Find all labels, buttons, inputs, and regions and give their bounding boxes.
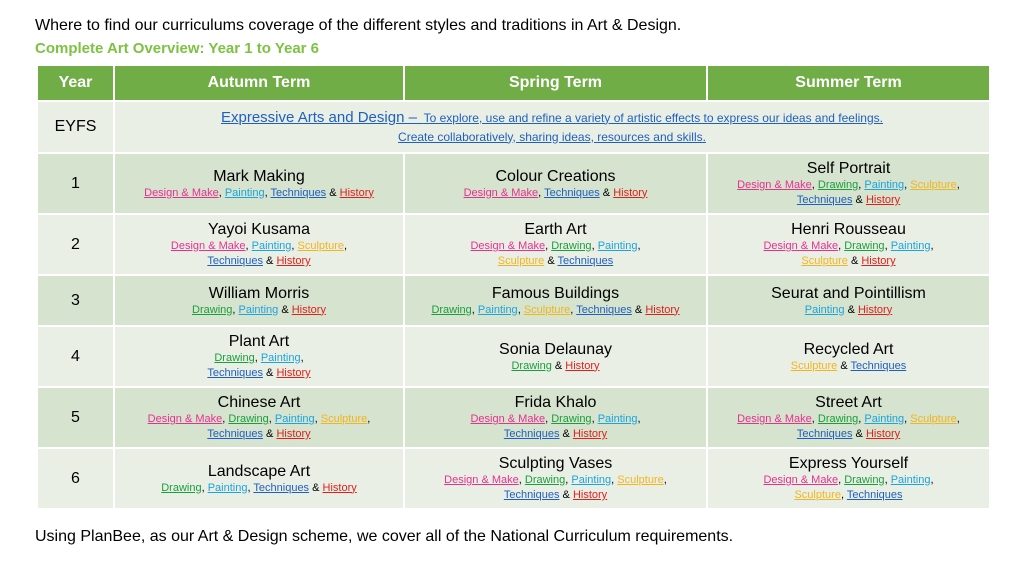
tag-painting[interactable]: Painting — [864, 413, 905, 425]
cell-spring: Earth Art Design & Make, Drawing, Painting, Sculpture & Techniques — [404, 214, 707, 275]
topic-title: Frida Khalo — [514, 394, 597, 411]
tag-history[interactable]: History — [565, 359, 600, 372]
cell-summer: Recycled Art Sculpture & Techniques — [707, 326, 990, 387]
topic-title: Colour Creations — [495, 167, 616, 185]
tag-techniques[interactable]: Techniques — [544, 186, 600, 199]
year-cell: 4 — [37, 326, 114, 387]
topic-title: Street Art — [815, 394, 882, 411]
tag-painting[interactable]: Painting — [274, 413, 315, 425]
year-cell: 2 — [37, 214, 114, 275]
cell-autumn: Mark Making Design & Make, Painting, Techniques & History — [114, 153, 404, 214]
row-year-5 — [37, 387, 990, 448]
cell-summer: Express Yourself Design & Make, Drawing, Painting, Sculpture, Techniques — [707, 448, 990, 509]
tag-sculpture[interactable]: Sculpture — [320, 413, 368, 425]
tag-sculpture[interactable]: Sculpture — [794, 489, 841, 501]
tag-sculpture[interactable]: Sculpture — [617, 474, 664, 486]
tag-drawing[interactable]: Drawing — [511, 359, 552, 372]
tag-drawing[interactable]: Drawing — [844, 474, 885, 486]
tag-sculpture[interactable]: Sculpture — [497, 255, 545, 267]
tag-history[interactable]: History — [861, 255, 896, 267]
tag-drawing[interactable]: Drawing — [551, 240, 592, 252]
tag-drawing[interactable]: Drawing — [228, 413, 269, 425]
footer-note: Using PlanBee, as our Art & Design scheme, we cover all of the National Curriculum requirements. — [35, 528, 734, 545]
tag-design-make[interactable]: Design & Make — [147, 413, 223, 425]
tag-drawing[interactable]: Drawing — [431, 303, 472, 316]
tag-painting[interactable]: Painting — [251, 240, 292, 252]
tag-history[interactable]: History — [645, 303, 680, 316]
tag-history[interactable]: History — [276, 428, 311, 440]
tag-drawing[interactable]: Drawing — [192, 303, 233, 316]
tag-techniques[interactable]: Techniques — [796, 428, 853, 440]
tag-sculpture[interactable]: Sculpture — [910, 179, 957, 191]
tag-techniques[interactable]: Techniques — [503, 489, 560, 501]
row-year-3 — [37, 275, 990, 326]
year-cell: 5 — [37, 387, 114, 448]
tag-drawing[interactable]: Drawing — [214, 352, 255, 364]
cell-summer: Seurat and Pointillism Painting & History — [707, 275, 990, 326]
tag-painting[interactable]: Painting — [890, 474, 931, 486]
tag-techniques[interactable]: Techniques — [207, 367, 263, 379]
tag-painting[interactable]: Painting — [238, 303, 279, 316]
tag-history[interactable]: History — [572, 428, 608, 440]
eyfs-desc-line1[interactable]: To explore, use and refine a variety of artistic effects to express our ideas and feelings. — [423, 110, 883, 125]
eyfs-cell — [114, 101, 990, 153]
cell-autumn: William Morris Drawing, Painting & History — [114, 275, 404, 326]
row-year-1 — [37, 153, 990, 214]
tag-techniques[interactable]: Techniques — [557, 255, 614, 267]
eyfs-title-link[interactable]: Expressive Arts and Design – — [221, 108, 417, 126]
tag-history[interactable]: History — [865, 194, 901, 206]
tag-drawing[interactable]: Drawing — [844, 240, 885, 252]
topic-title: Yayoi Kusama — [208, 221, 310, 238]
tag-painting[interactable]: Painting — [207, 481, 248, 494]
topic-title: Self Portrait — [806, 160, 891, 177]
tag-design-make[interactable]: Design & Make — [170, 240, 246, 252]
tag-painting[interactable]: Painting — [597, 240, 638, 252]
tag-design-make[interactable]: Design & Make — [763, 240, 839, 252]
tag-techniques[interactable]: Techniques — [850, 359, 907, 372]
tag-painting[interactable]: Painting — [260, 352, 301, 364]
year-cell: 1 — [37, 153, 114, 214]
eyfs-desc-line2[interactable]: Create collaboratively, sharing ideas, resources and skills. — [398, 129, 706, 144]
topic-title: Mark Making — [213, 167, 305, 185]
header-autumn: Autumn Term — [114, 65, 404, 101]
tag-drawing[interactable]: Drawing — [551, 413, 592, 425]
header-summer: Summer Term — [707, 65, 990, 101]
tag-painting[interactable]: Painting — [571, 474, 612, 486]
tag-history[interactable]: History — [339, 186, 374, 199]
header-year: Year — [37, 65, 114, 101]
tag-drawing[interactable]: Drawing — [161, 481, 202, 494]
topic-title: Express Yourself — [788, 455, 909, 472]
topic-title: Sonia Delaunay — [499, 340, 612, 358]
tag-sculpture[interactable]: Sculpture — [297, 240, 345, 252]
tag-history[interactable]: History — [322, 481, 357, 494]
row-year-4 — [37, 326, 990, 387]
tag-history[interactable]: History — [276, 255, 311, 267]
row-year-2 — [37, 214, 990, 275]
row-eyfs — [37, 101, 990, 153]
topic-title: Plant Art — [228, 333, 290, 350]
tag-design-make[interactable]: Design & Make — [470, 413, 546, 425]
tag-techniques[interactable]: Techniques — [503, 428, 560, 440]
topic-title: Chinese Art — [217, 394, 301, 411]
cell-spring: Colour Creations Design & Make, Techniques & History — [404, 153, 707, 214]
year-cell: 3 — [37, 275, 114, 326]
tag-design-make[interactable]: Design & Make — [463, 186, 539, 199]
topic-title: Seurat and Pointillism — [771, 284, 926, 302]
cell-spring: Sonia Delaunay Drawing & History — [404, 326, 707, 387]
header-spring: Spring Term — [404, 65, 707, 101]
cell-autumn: Plant Art Drawing, Painting, Techniques & History — [114, 326, 404, 387]
tag-history[interactable]: History — [613, 186, 648, 199]
tag-design-make[interactable]: Design & Make — [444, 474, 519, 486]
tag-painting[interactable]: Painting — [804, 303, 845, 316]
tag-techniques[interactable]: Techniques — [270, 186, 327, 199]
tag-sculpture[interactable]: Sculpture — [523, 303, 571, 316]
tag-design-make[interactable]: Design & Make — [763, 474, 839, 486]
tag-sculpture[interactable]: Sculpture — [910, 413, 957, 425]
tag-history[interactable]: History — [572, 489, 608, 501]
tag-drawing[interactable]: Drawing — [817, 179, 859, 191]
tag-techniques[interactable]: Techniques — [207, 255, 263, 267]
cell-summer: Self Portrait Design & Make, Drawing, Painting, Sculpture, Techniques & History — [707, 153, 990, 214]
topic-title: Famous Buildings — [491, 284, 620, 302]
cell-spring: Frida Khalo Design & Make, Drawing, Painting, Techniques & History — [404, 387, 707, 448]
tag-history[interactable]: History — [865, 428, 901, 440]
cell-autumn: Chinese Art Design & Make, Drawing, Painting, Sculpture, Techniques & History — [114, 387, 404, 448]
tag-history[interactable]: History — [276, 367, 311, 379]
tag-painting[interactable]: Painting — [477, 303, 518, 316]
cell-autumn: Landscape Art Drawing, Painting, Techniques & History — [114, 448, 404, 509]
topic-title: Earth Art — [524, 221, 587, 238]
tag-techniques[interactable]: Techniques — [576, 303, 632, 316]
cell-summer: Henri Rousseau Design & Make, Drawing, Painting, Sculpture & History — [707, 214, 990, 275]
tag-history[interactable]: History — [291, 303, 326, 316]
overview-subtitle: Complete Art Overview: Year 1 to Year 6 — [35, 40, 320, 57]
topic-title: Recycled Art — [803, 340, 894, 358]
tag-design-make[interactable]: Design & Make — [737, 179, 812, 191]
year-cell: EYFS — [37, 101, 114, 153]
tag-sculpture[interactable]: Sculpture — [790, 359, 838, 372]
row-year-6 — [37, 448, 990, 509]
tag-techniques[interactable]: Techniques — [253, 481, 310, 494]
tag-history[interactable]: History — [857, 303, 893, 316]
tag-techniques[interactable]: Techniques — [207, 428, 263, 440]
topic-title: William Morris — [208, 284, 310, 302]
intro-text: Where to find our curriculums coverage of the different styles and traditions in Art & Design. — [35, 17, 682, 34]
art-overview-table — [36, 64, 991, 510]
cell-summer: Street Art Design & Make, Drawing, Painting, Sculpture, Techniques & History — [707, 387, 990, 448]
tag-techniques[interactable]: Techniques — [796, 194, 853, 206]
tag-techniques[interactable]: Techniques — [846, 489, 903, 501]
tag-painting[interactable]: Painting — [224, 186, 265, 199]
topic-title: Henri Rousseau — [791, 221, 906, 238]
topic-title: Sculpting Vases — [498, 455, 613, 472]
tag-sculpture[interactable]: Sculpture — [801, 255, 848, 267]
topic-title: Landscape Art — [207, 462, 311, 480]
tag-painting[interactable]: Painting — [890, 240, 931, 252]
tag-design-make[interactable]: Design & Make — [470, 240, 546, 252]
tag-design-make[interactable]: Design & Make — [737, 413, 812, 425]
tag-painting[interactable]: Painting — [597, 413, 638, 425]
tag-painting[interactable]: Painting — [864, 179, 905, 191]
cell-autumn: Yayoi Kusama Design & Make, Painting, Sculpture, Techniques & History — [114, 214, 404, 275]
header-row — [37, 65, 990, 101]
tag-drawing[interactable]: Drawing — [817, 413, 859, 425]
tag-drawing[interactable]: Drawing — [524, 474, 566, 486]
cell-spring: Famous Buildings Drawing, Painting, Sculpture, Techniques & History — [404, 275, 707, 326]
cell-spring: Sculpting Vases Design & Make, Drawing, Painting, Sculpture, Techniques & History — [404, 448, 707, 509]
year-cell: 6 — [37, 448, 114, 509]
tag-design-make[interactable]: Design & Make — [144, 186, 219, 199]
